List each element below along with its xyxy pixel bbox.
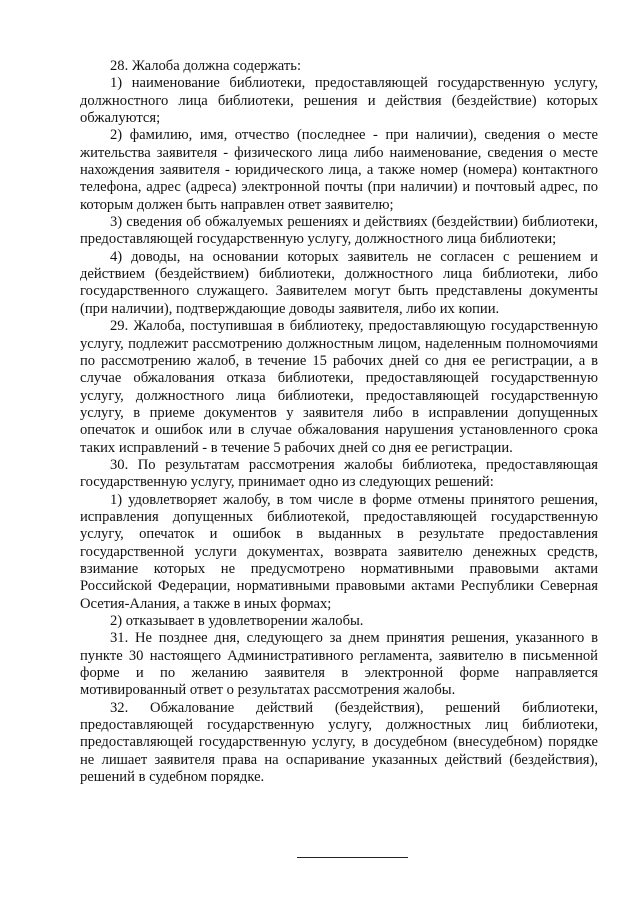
paragraph-28-item-2: 2) фамилию, имя, отчество (последнее - при наличии), сведения о месте жительства заявителя - физического лица либо наименование, сведения о месте нахождения заявителя - юридического лица, а также номер (номера) контактного телефона, адрес (адреса) электронной почты (при наличии) и почтовый адрес, по которым должен быть направлен ответ заявителю; — [80, 127, 598, 213]
paragraph-30-heading: 30. По результатам рассмотрения жалобы библиотека, предоставляющая государственную услугу, принимает одно из следующих решений: — [80, 456, 598, 491]
paragraph-28-item-1: 1) наименование библиотеки, предоставляющей государственную услугу, должностного лица библиотеки, решения и действия (бездействие) которых обжалуются; — [80, 75, 598, 127]
end-separator-line — [297, 857, 408, 858]
paragraph-28-heading: 28. Жалоба должна содержать: — [110, 58, 301, 74]
paragraph-32: 32. Обжалование действий (бездействия), решений библиотеки, предоставляющей государственную услугу, должностных лиц библиотеки, предоставляющей государственную услугу, в досудебном (внесудебном) порядке не лишает заявителя права на оспаривание указанных действий (бездействия), решений в судебном порядке. — [80, 699, 598, 786]
paragraph-30-item-2: 2) отказывает в удовлетворении жалобы. — [110, 613, 364, 629]
paragraph-28-item-3: 3) сведения об обжалуемых решениях и действиях (бездействии) библиотеки, предоставляющей государственную услугу, должностного лица библиотеки; — [80, 214, 598, 248]
document-page — [80, 58, 598, 786]
paragraph-30-item-1: 1) удовлетворяет жалобу, в том числе в форме отмены принятого решения, исправления допущенных библиотекой, предоставляющей государственную услугу, опечаток и ошибок в выданных в результате предоставления государственной услуги документах, возврата заявителю денежных средств, взимание которых не предусмотрено нормативными правовыми актами Российской Федерации, нормативными правовыми актами Республики Северная Осетия-Алания, а также в иных формах; — [80, 491, 598, 612]
paragraph-28-item-4: 4) доводы, на основании которых заявитель не согласен с решением и действием (бездействием) библиотеки, должностного лица библиотеки, либо государственного служащего. Заявителем могут быть представлены документы (при наличии), подтверждающие доводы заявителя, либо их копии. — [80, 248, 598, 317]
paragraph-31: 31. Не позднее дня, следующего за днем принятия решения, указанного в пункте 30 настоящего Административного регламента, заявителю в письменной форме и по желанию заявителя в электронной форме направляется мотивированный ответ о результатах рассмотрения жалобы. — [80, 630, 598, 699]
paragraph-29: 29. Жалоба, поступившая в библиотеку, предоставляющую государственную услугу, подлежит рассмотрению должностным лицом, наделенным полномочиями по рассмотрению жалоб, в течение 15 рабочих дней со дня ее регистрации, а в случае обжалования отказа библиотеки, предоставляющей государственную услугу, должностного лица библиотеки, предоставляющей государственную услугу, в приеме документов у заявителя либо в исправлении допущенных опечаток и ошибок или в случае обжалования нарушения установленного срока таких исправлений - в течение 5 рабочих дней со дня ее регистрации. — [80, 318, 598, 456]
